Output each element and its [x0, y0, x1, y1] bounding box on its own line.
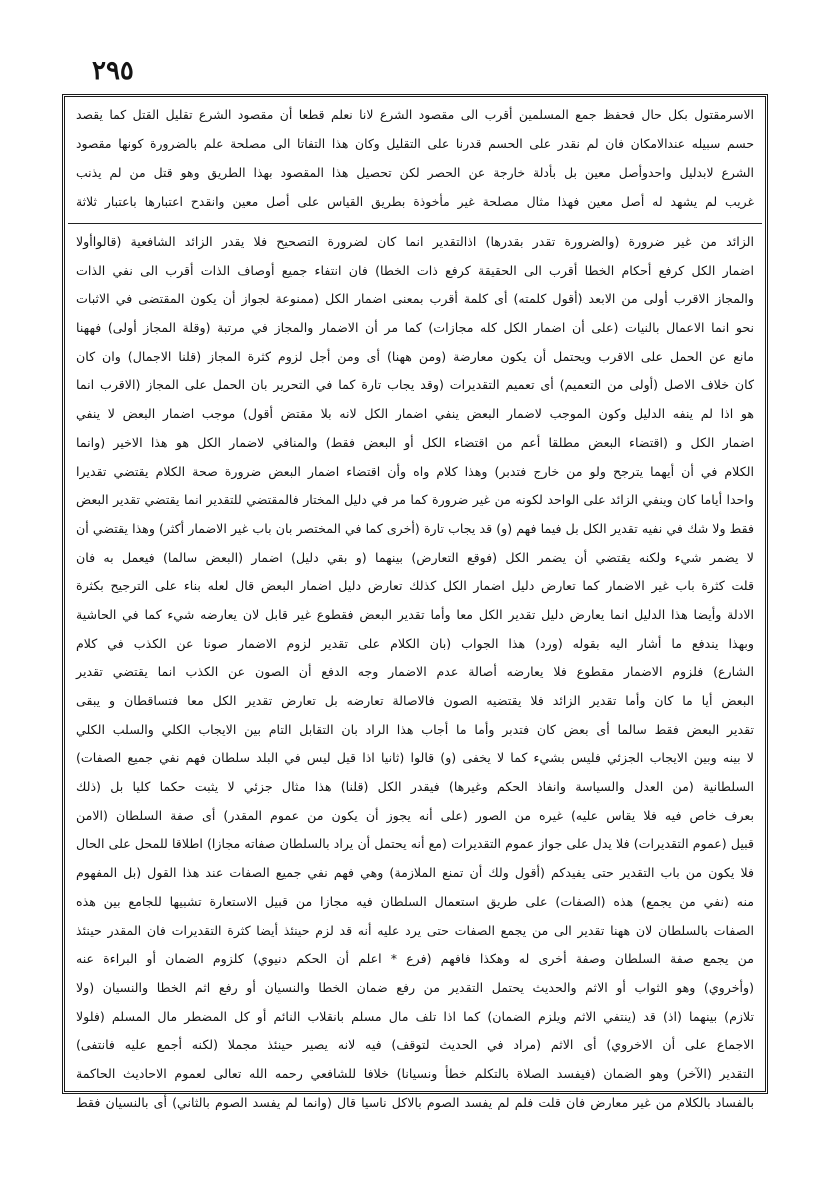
main-text-line: الاجماع على أن الاخروي) أى الاثم (مراد في الحديث لتوقف) فيه لانه يصير حينئذ مجملا (لكنه أجمع عليه فانتفى) — [76, 1037, 754, 1053]
main-text-line: كان خلاف الاصل (أولى من التعميم) أى تعميم التقديرات (وقد يجاب تارة كما في التحرير بان الحمل على المجاز (الاقرب انما — [76, 377, 754, 393]
main-text-line: البعض أيا ما كان وأما تقدير الزائد فلا يقتضيه الصون فالاصالة تعارضه بل تعارض تقدير الكل معا فتساقطان و يبقى — [76, 693, 754, 708]
margin-text-line: حسم سبيله عندالامكان فان لم نقدر على الحسم قدرنا على التقليل وكان هذا التفاتا الى مصلحة علم بالضرورة كونها مقصود — [76, 136, 754, 151]
main-text-line: قلت كثرة باب غير الاضمار كما تعارض دليل اضمار الكل كذلك تعارض دليل اضمار البعض قال لعله بناء على الترجيح بكثرة — [76, 578, 754, 594]
main-text-line: الزائد من غير ضرورة (والضرورة تقدر بقدرها) اذالتقدير انما كان لضرورة التصحيح فلا يقدر الزائد الشافعية (قالواأولا — [76, 234, 754, 249]
main-text-line: الصفات بالسلطان لان ههنا تقدير الى من يجمع الصفات حتى يرد عليه أنه قد لزم حينئذ أيضا كثرة التقديرات فان المقدر حينئذ — [76, 922, 754, 938]
main-text-line: وبهذا يندفع ما أشار اليه بقوله (ورد) هذا الجواب (بان الكلام على تقدير لزوم الاضمار صونا عن الكذب في كلام — [76, 635, 754, 651]
main-text-line: (وأخروي) وهو الثواب أو الاثم والحديث يحتمل التقدير من رفع ضمان الخطا والنسيان أو رفع اثم الخطا والنسيان (ولا — [76, 979, 754, 995]
main-text-line: قبيل (عموم التقديرات) فلا يدل على جواز عموم التقديرات (مع أنه يحتمل أن يراد بالسلطان صفاته مجازا) اطلاقا للمحل على الحال — [76, 836, 754, 852]
main-text-line: بعرف خاص فيه فلا يقاس عليه) غيره من الصور (على أنه يجوز أن يكون من عموم المقدر) أى صفة السلطان (الامن — [76, 807, 754, 823]
margin-text-line: غريب لم يشهد له أصل معين فهذا مثال مصلحة غير مأخوذة بطريق القياس على أصل معين وانقدح اعتبارها باعتبار ثلاثة — [76, 194, 754, 209]
main-text-line: هو اذا لم ينفه الدليل وكون الموجب لاضمار البعض ينفي اضمار الكل لانه بلا مقتض أقول) موجب اضمار البعض لا ينفي — [76, 406, 754, 422]
main-text-line: نحو انما الاعمال بالنيات (على أن اضمار الكل كله مجازات) كما مر أن الاضمار والمجاز في مرتبة (وقلة المجاز أولى) فههنا — [76, 320, 754, 336]
main-text — [68, 228, 762, 1110]
main-text-line: منه (نفي من يجمع) هذه (الصفات) على طريق استعمال السلطان فيه مجازا من قبيل الاستعارة تشبيها للجامع بين هذه — [76, 893, 754, 909]
main-text-line: اضمار الكل و (اقتضاء البعض مطلقا أعم من اقتضاء الكل أو البعض فقط) والمنافي لاضمار الكل هو هذا الاخير (وانما — [76, 434, 754, 450]
main-text-line: الشارع) فلزوم الاضمار مقطوع فلا يعارضه أصالة عدم الاضمار وجه الدفع أن الصون عن الكذب انما يقتضي تقدير — [76, 664, 754, 680]
main-text-line: والمجاز الاقرب أولى من الابعد (أقول كلمته) أى كلمة أقرب بمعنى اضمار الكل (ممنوعة لجواز أن يكون المقتضى في الاثبات — [76, 291, 754, 307]
main-text-line: اضمار الكل كرفع أحكام الخطا أقرب الى الحقيقة كرفع ذات الخطا) فان انتفاء جميع أوصاف الذات أقرب الى نفي الذات — [76, 262, 754, 278]
main-text-line: من يجمع صفة السلطان وصفة أخرى له وهكذا فافهم (فرع * اعلم أن الحكم دنيوي) كلزوم الضمان أو البراءة عنه — [76, 951, 754, 967]
margin-text-line: الاسرمقتول بكل حال فحفظ جمع المسلمين أقرب الى مقصود الشرع لانا نعلم قطعا أن مقصود الشرع تقليل القتل كما يقصد — [76, 107, 754, 122]
page-number: ٢٩٥ — [92, 56, 134, 86]
main-text-line: بالفساد بالكلام من غير معارض فان قلت فلم لم يفسد الصوم بالاكل ناسيا قال (وانما لم يفسد الصوم بالثاني) أى بالنسيان فقط — [76, 1094, 754, 1110]
main-text-line: الادلة وأيضا هذا الدليل انما يعارض دليل تقدير الكل معا وأما تقدير البعض فقطوع غير قابل لان يعارضه شيء كما في الحاشية — [76, 606, 754, 622]
main-text-line: فقط ولا شك في نفيه تقدير الكل بل فيما فهم (و) قد يجاب تارة (أخرى كما في المختصر بان باب غير الاضمار أكثر) وهذا يقتضي أن — [76, 520, 754, 536]
main-text-line: تقدير البعض فقط سالما أى بعض كان فتدبر وأما ما أجاب هذا الراد بان التقابل التام بين الايجاب الكلي والسلب الكلي — [76, 721, 754, 737]
main-text-line: لا بينه وبين الايجاب الجزئي فليس بشيء كما لا يخفى (و) قالوا (ثانيا اذا قيل ليس في البلد سلطان فهم نفي جميع الصفات) — [76, 750, 754, 766]
main-text-line: السلطانية (من العدل والسياسة وانفاذ الحكم وغيرها) فيقدر الكل (قلنا) هذا مثال جزئي لا يثبت حكما كليا بل (ذلك — [76, 779, 754, 795]
margin-commentary — [68, 100, 762, 224]
main-text-line: واحدا أياما كان وينفي الزائد على الواحد لكونه من غير ضرورة كما مر في دليل المختار فالمقتضي للتقدير انما يقتضي تقدير البعض — [76, 492, 754, 508]
main-text-line: الكلام في أن أيهما يترجح ولو من خارج فتدبر) وهذا كلام واه وأن اقتضاء اضمار البعض ضرورة صحة الكلام يقتضي تقديرا — [76, 463, 754, 479]
margin-text-line: الشرع لابدليل واحدوأصل معين بل بأدلة خارجة عن الحصر لكن تحصيل هذا المقصود بهذا الطريق وهو قتل من لم يذنب — [76, 165, 754, 180]
main-text-line: فلا يكون من باب التقدير حتى يفيدكم (أقول ولك أن تمنع الملازمة) وهي فهم نفي جميع الصفات عند هذا القول (بل المفهوم — [76, 865, 754, 881]
main-text-line: لا يضمر شيء ولكنه يقتضي أن يضمر الكل (فوقع التعارض) بينهما (و بقي دليل) اضمار (البعض سالما) فيعمل به فان — [76, 549, 754, 565]
main-text-line: التقدير (الآخر) وهو الضمان (فيفسد الصلاة بالتكلم خطأ ونسيانا) خلافا للشافعي رحمه الله تعالى لعموم الاحاديث الحاكمة — [76, 1065, 754, 1081]
main-text-line: مانع عن الحمل على الاقرب ويحتمل أن يكون معارضة (ومن ههنا) أى ومن أجل لزوم كثرة المجاز (قلنا الاجمال) وان كان — [76, 348, 754, 364]
main-text-line: تلازم) بينهما (اذ) قد (ينتفي الاثم ويلزم الضمان) كما اذا تلف مال مسلم بانقلاب النائم أو كل المضطر مال المسلم (فلولا — [76, 1008, 754, 1024]
